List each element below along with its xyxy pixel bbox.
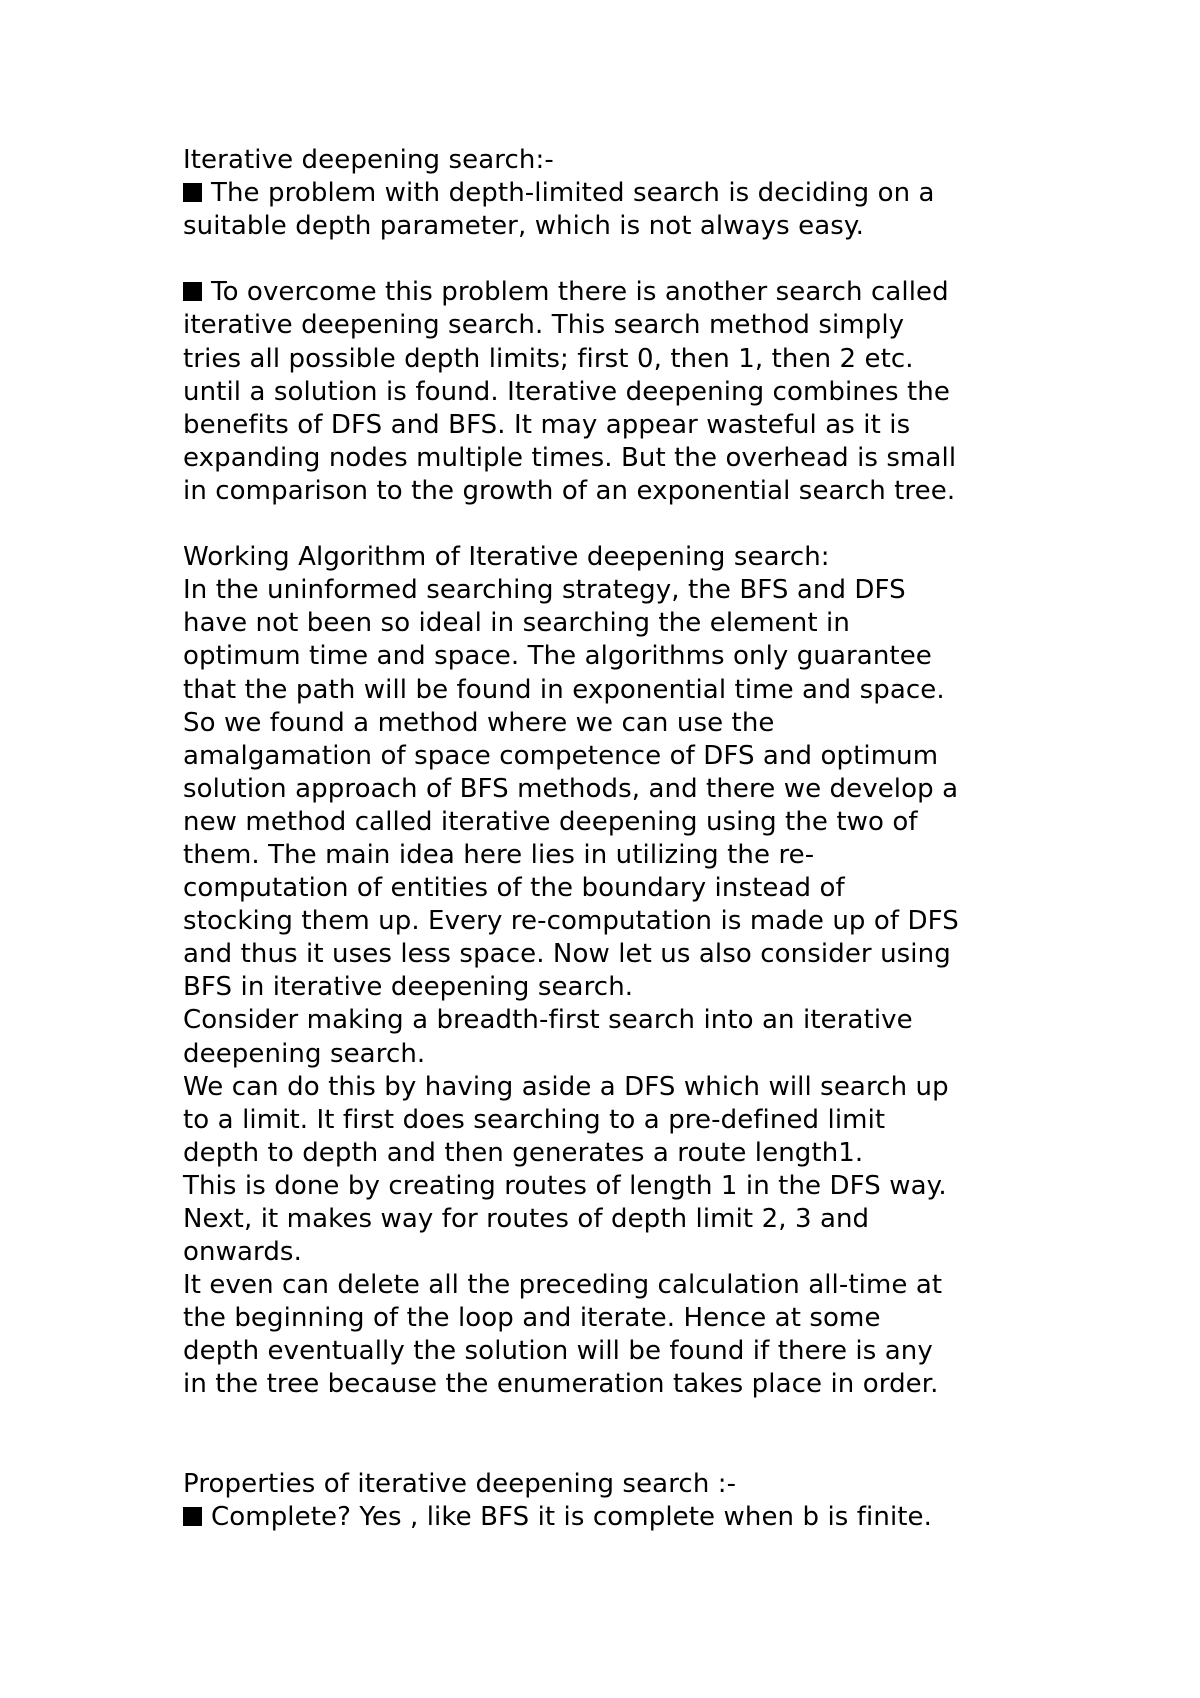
paragraph-line: We can do this by having aside a DFS which will search up — [183, 1071, 949, 1102]
paragraph-line: suitable depth parameter, which is not always easy. — [183, 211, 865, 242]
paragraph-line: tries all possible depth limits; first 0, then 1, then 2 etc. — [183, 343, 914, 374]
section-heading: Iterative deepening search:- — [183, 145, 554, 175]
paragraph-line: them. The main idea here lies in utilizing the re- — [183, 839, 815, 870]
bullet-paragraph-line — [183, 276, 1063, 309]
paragraph-line: the beginning of the loop and iterate. Hence at some — [183, 1303, 881, 1334]
paragraph-line: It even can delete all the preceding calculation all-time at — [183, 1270, 943, 1301]
bullet-paragraph-line — [183, 1501, 1063, 1534]
document-body — [183, 144, 1063, 1534]
bullet-text: To overcome this problem there is another search called — [211, 277, 949, 308]
paragraph-line: iterative deepening search. This search method simply — [183, 310, 905, 341]
paragraph-line: in the tree because the enumeration takes place in order. — [183, 1369, 939, 1400]
paragraph-line: new method called iterative deepening using the two of — [183, 806, 918, 837]
paragraph-spacer — [183, 1402, 1063, 1468]
paragraph-line: that the path will be found in exponential time and space. — [183, 674, 945, 705]
paragraph-line: amalgamation of space competence of DFS and optimum — [183, 740, 939, 771]
paragraph-line: in comparison to the growth of an exponential search tree. — [183, 475, 956, 506]
paragraph-line: In the uninformed searching strategy, the BFS and DFS — [183, 575, 906, 606]
paragraph-spacer — [183, 508, 1063, 541]
properties-heading: Properties of iterative deepening search :- — [183, 1468, 737, 1499]
paragraph-line: benefits of DFS and BFS. It may appear wasteful as it is — [183, 409, 911, 440]
paragraph-line: stocking them up. Every re-computation is made up of DFS — [183, 906, 959, 937]
paragraph-line: have not been so ideal in searching the element in — [183, 608, 850, 639]
paragraph-line: So we found a method where we can use the — [183, 707, 775, 738]
paragraph-line: Next, it makes way for routes of depth limit 2, 3 and — [183, 1204, 870, 1234]
paragraph-line: Consider making a breadth-first search into an iterative — [183, 1005, 913, 1036]
algorithm-heading: Working Algorithm of Iterative deepening search: — [183, 542, 830, 573]
paragraph-line: solution approach of BFS methods, and there we develop a — [183, 773, 959, 804]
paragraph-line: until a solution is found. Iterative deepening combines the — [183, 376, 950, 407]
paragraph-line: and thus it uses less space. Now let us also consider using — [183, 939, 951, 970]
paragraph-line: expanding nodes multiple times. But the overhead is small — [183, 442, 957, 473]
paragraph-line: depth eventually the solution will be found if there is any — [183, 1336, 933, 1367]
paragraph-line: to a limit. It first does searching to a pre-defined limit — [183, 1104, 886, 1135]
paragraph-line: deepening search. — [183, 1038, 426, 1069]
paragraph-spacer — [183, 243, 1063, 276]
bullet-paragraph-line — [183, 177, 1063, 210]
bullet-text: The problem with depth-limited search is deciding on a — [211, 178, 935, 209]
paragraph-line: depth to depth and then generates a route length1. — [183, 1137, 864, 1168]
paragraph-line: onwards. — [183, 1237, 302, 1268]
paragraph-line: BFS in iterative deepening search. — [183, 972, 634, 1003]
bullet-text: Complete? Yes , like BFS it is complete when b is finite. — [211, 1501, 933, 1532]
square-bullet-icon — [183, 1507, 202, 1526]
paragraph-line: computation of entities of the boundary instead of — [183, 873, 845, 904]
square-bullet-icon — [183, 183, 202, 202]
paragraph-line: This is done by creating routes of length 1 in the DFS way. — [183, 1170, 947, 1201]
paragraph-line: optimum time and space. The algorithms only guarantee — [183, 641, 932, 672]
square-bullet-icon — [183, 282, 202, 301]
